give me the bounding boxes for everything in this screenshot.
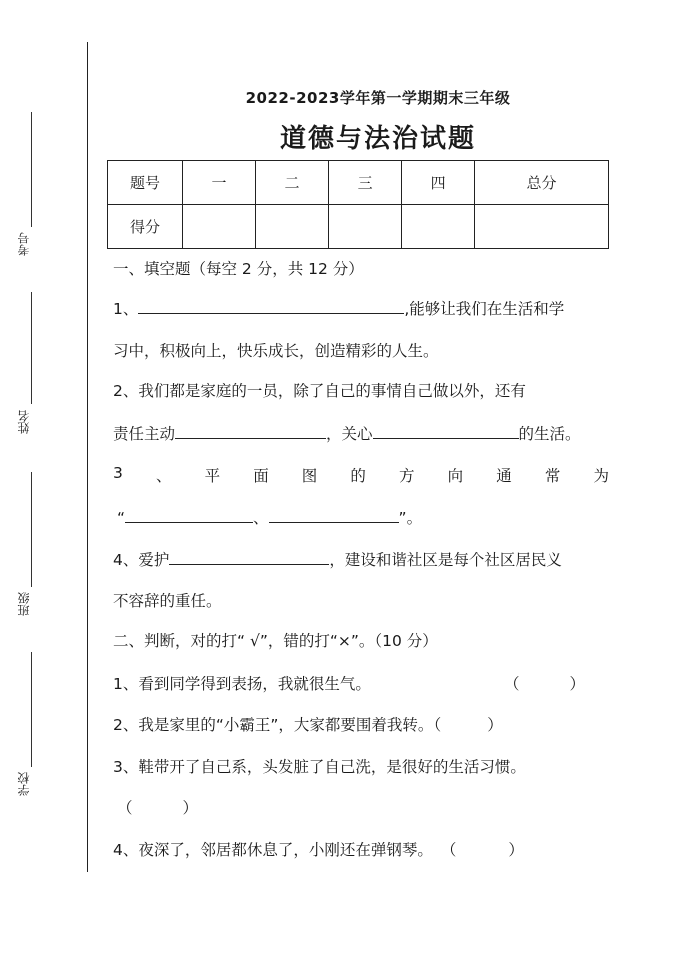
- q3-char: 、: [155, 467, 172, 485]
- class-blank-line: [31, 472, 32, 587]
- judge-q3-text: 3、鞋带开了自己系，头发脏了自己洗，是很好的生活习惯。: [113, 758, 526, 776]
- judge-q4: [113, 838, 524, 860]
- q3-char: 图: [301, 467, 318, 485]
- section2-title: 二、判断，对的打“ √”，错的打“×”。（10 分）: [113, 632, 438, 650]
- q3-char: 方: [399, 467, 415, 485]
- score-header-cell: 二: [256, 161, 329, 205]
- q4-fill-line2: 不容辞的重任。: [113, 592, 222, 610]
- q2-blank-1[interactable]: [175, 422, 326, 439]
- judge-q1: [113, 672, 371, 694]
- q4-text-a: 4、爱护: [113, 551, 170, 569]
- q3-char: 面: [253, 467, 269, 485]
- score-cell[interactable]: [475, 205, 609, 249]
- q1-text: ,能够让我们在生活和学: [404, 300, 565, 318]
- q3-open-quote: “: [117, 509, 126, 527]
- score-cell[interactable]: [256, 205, 329, 249]
- judge-q3-answer[interactable]: [117, 796, 198, 818]
- score-header-cell: 三: [329, 161, 402, 205]
- exam-title: 道德与法治试题: [279, 124, 476, 154]
- q3-fill-line1: [113, 464, 609, 486]
- q2-fill-line1: 2、我们都是家庭的一员，除了自己的事情自己做以外，还有: [113, 382, 526, 400]
- open-paren: （: [504, 675, 520, 693]
- score-table-score-row: [108, 205, 609, 249]
- q3-char: 为: [593, 467, 609, 485]
- name-blank-line: [31, 292, 32, 404]
- q3-fill-line2: [117, 506, 422, 528]
- exam-subtitle: 2022-2023学年第一学期期末三年级: [245, 89, 511, 107]
- school-field: [8, 652, 48, 802]
- exam-no-label: 考号: [17, 232, 31, 256]
- close-paren: ）: [182, 799, 199, 817]
- q3-char: 向: [447, 467, 464, 485]
- close-paren: ）: [487, 716, 503, 734]
- school-label: 学校: [17, 772, 31, 796]
- q1-fill-line1: [113, 297, 564, 319]
- q2-text-b: ，关心: [326, 425, 373, 443]
- q3-char: 常: [544, 467, 561, 485]
- q1-fill-line2: 习中，积极向上，快乐成长，创造精彩的人生。: [113, 342, 439, 360]
- binding-margin-line: [87, 42, 88, 872]
- q3-separator: 、: [253, 509, 269, 527]
- section1-title: 一、填空题（每空 2 分，共 12 分）: [113, 260, 364, 278]
- q2-text-c: 的生活。: [518, 425, 581, 443]
- score-table: [107, 160, 609, 249]
- class-label: 班级: [17, 592, 31, 616]
- score-cell[interactable]: [183, 205, 256, 249]
- q3-char: 平: [204, 467, 221, 485]
- score-header-cell: 四: [402, 161, 475, 205]
- score-table-header-row: [108, 161, 609, 205]
- q3-char: 3: [113, 464, 123, 482]
- score-cell[interactable]: [402, 205, 475, 249]
- q2-fill-line2: [113, 422, 581, 444]
- school-blank-line: [31, 652, 32, 767]
- judge-q1-text: 1、看到同学得到表扬，我就很生气。: [113, 675, 371, 693]
- class-field: [8, 472, 48, 622]
- q4-text-b: ，建设和谐社区是每个社区居民义: [329, 551, 562, 569]
- q3-blank-1[interactable]: [125, 506, 253, 523]
- q1-number: 1、: [113, 300, 139, 318]
- open-paren: （: [433, 716, 442, 734]
- q2-blank-2[interactable]: [373, 422, 519, 439]
- judge-q1-answer[interactable]: [504, 672, 585, 694]
- score-header-cell: 题号: [108, 161, 183, 205]
- q3-close-quote: ”。: [398, 509, 423, 527]
- score-header-cell: 一: [183, 161, 256, 205]
- score-header-cell: 总分: [475, 161, 609, 205]
- q4-fill-line1: [113, 548, 562, 570]
- q2-text-a: 责任主动: [113, 425, 176, 443]
- judge-q4-text: 4、夜深了，邻居都休息了，小刚还在弹钢琴。: [113, 841, 433, 859]
- score-cell[interactable]: [329, 205, 402, 249]
- name-label: 姓名: [17, 410, 31, 434]
- close-paren: ）: [508, 841, 524, 859]
- judge-q2-text: 2、我是家里的“小霸王”，大家都要围着我转。: [113, 716, 434, 734]
- open-paren: （: [440, 841, 457, 859]
- q3-blank-2[interactable]: [269, 506, 399, 523]
- score-row-label: 得分: [108, 205, 183, 249]
- open-paren: （: [117, 799, 133, 817]
- q3-char: 的: [350, 467, 366, 485]
- q1-blank[interactable]: [138, 297, 404, 314]
- q4-blank[interactable]: [169, 548, 329, 565]
- close-paren: ）: [569, 675, 586, 693]
- judge-q2: [113, 713, 503, 735]
- judge-q3: [113, 755, 526, 777]
- q3-char: 通: [496, 467, 512, 485]
- name-field: [8, 292, 48, 442]
